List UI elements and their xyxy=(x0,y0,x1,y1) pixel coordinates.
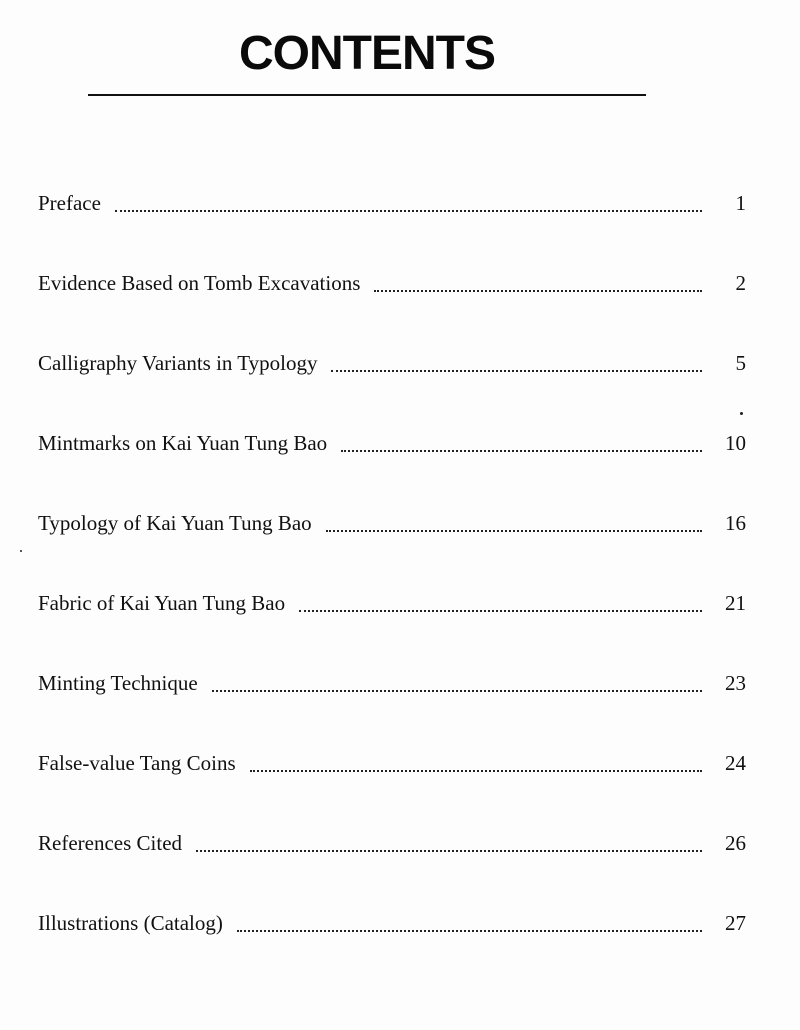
entry-title: Preface xyxy=(38,191,101,215)
dot-leader xyxy=(212,690,702,692)
entry-page-number: 21 xyxy=(725,591,746,615)
dot-leader xyxy=(341,450,702,452)
entry-page-number: 24 xyxy=(725,751,746,775)
entry-page-number: 10 xyxy=(725,431,746,455)
dot-leader xyxy=(250,770,702,772)
scan-speck xyxy=(740,412,743,415)
toc-entry-tomb-excavations[interactable] xyxy=(38,271,746,301)
dot-leader xyxy=(331,370,702,372)
entry-title: Fabric of Kai Yuan Tung Bao xyxy=(38,591,286,615)
scan-speck xyxy=(20,550,22,552)
toc-entry-preface[interactable] xyxy=(38,191,746,221)
toc-entry-illustrations[interactable] xyxy=(38,911,746,941)
dot-leader xyxy=(237,930,702,932)
toc-entry-calligraphy-variants[interactable] xyxy=(38,351,746,381)
toc-entry-references[interactable] xyxy=(38,831,746,861)
entry-title: Minting Technique xyxy=(38,671,198,695)
entry-title: Illustrations (Catalog) xyxy=(38,911,223,935)
entry-title: Evidence Based on Tomb Excavations xyxy=(38,271,361,295)
entry-page-number: 27 xyxy=(725,911,746,935)
entry-title: Mintmarks on Kai Yuan Tung Bao xyxy=(38,431,328,455)
entry-title: Calligraphy Variants in Typology xyxy=(38,351,318,375)
toc-entry-false-value-coins[interactable] xyxy=(38,751,746,781)
entry-page-number: 16 xyxy=(725,511,746,535)
toc-entry-typology[interactable] xyxy=(38,511,746,541)
entry-page-number: 5 xyxy=(735,351,746,375)
page-title: CONTENTS xyxy=(239,27,495,80)
entry-page-number: 23 xyxy=(725,671,746,695)
entry-page-number: 1 xyxy=(735,191,746,215)
toc-entry-minting-technique[interactable] xyxy=(38,671,746,701)
entry-title: Typology of Kai Yuan Tung Bao xyxy=(38,511,312,535)
toc-entry-fabric[interactable] xyxy=(38,591,746,621)
dot-leader xyxy=(299,610,702,612)
dot-leader xyxy=(326,530,702,532)
entry-page-number: 26 xyxy=(725,831,746,855)
dot-leader xyxy=(374,290,702,292)
entry-title: References Cited xyxy=(38,831,183,855)
entry-page-number: 2 xyxy=(735,271,746,295)
dot-leader xyxy=(115,210,702,212)
toc-entry-mintmarks[interactable] xyxy=(38,431,746,461)
dot-leader xyxy=(196,850,702,852)
entry-title: False-value Tang Coins xyxy=(38,751,236,775)
